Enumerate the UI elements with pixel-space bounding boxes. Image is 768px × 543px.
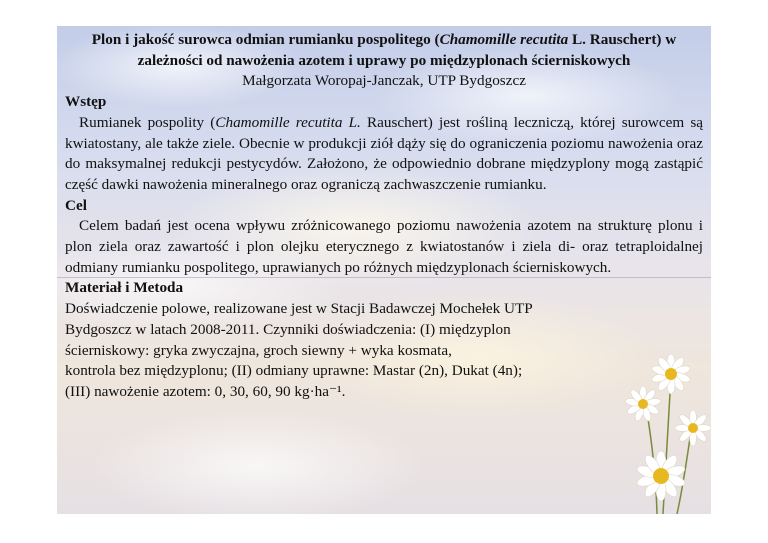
method-line-4: kontrola bez międzyplonu; (II) odmiany uprawne: Mastar (2n), Dukat (4n);	[65, 362, 523, 380]
goal-paragraph: Celem badań jest ocena wpływu zróżnicowanego poziomu nawożenia azotem na strukturę plonu i plon ziela oraz zawartość i plon olejku eterycznego z kwiatostanów i ziela di- oraz tetraploidalnej odmiany rumianku pospolitego, uprawianych po różnych międzyplonach ścierniskowych.	[65, 217, 703, 276]
method-heading: Materiał i Metoda	[65, 279, 184, 297]
intro-paragraph	[65, 113, 703, 196]
slide	[57, 26, 711, 514]
title-species: Chamomille recutita	[439, 31, 569, 48]
author-line: Małgorzata Woropaj-Janczak, UTP Bydgoszcz	[242, 72, 526, 90]
method-line-3: ścierniskowy: gryka zwyczajna, groch siewny + wyka kosmata,	[65, 341, 452, 359]
intro-heading: Wstęp	[65, 93, 107, 111]
title-text-b: L. Rauschert) w zależności od nawożenia azotem i uprawy po międzyplonach ścierniskowych	[137, 31, 677, 69]
slide-content	[65, 30, 703, 403]
method-line-2: Bydgoszcz w latach 2008-2011. Czynniki doświadczenia: (I) międzyplon	[65, 320, 511, 338]
method-line-5: (III) nawożenie azotem: 0, 30, 60, 90 kg·ha⁻¹.	[65, 382, 346, 400]
method-paragraph	[65, 299, 625, 403]
title-text-a: Plon i jakość surowca odmian rumianku pospolitego (	[91, 31, 440, 48]
method-line-1: Doświadczenie polowe, realizowane jest w Stacji Badawczej Mochełek UTP	[65, 300, 533, 318]
intro-text-a: Rumianek pospolity (	[79, 113, 216, 131]
intro-species: Chamomille recutita L.	[215, 113, 361, 131]
slide-title	[65, 30, 703, 71]
intro-text-b: Rauschert) jest rośliną leczniczą, której surowcem są kwiatostany, ale także ziele. Obecnie w produkcji ziół dąży się do ograniczenia poziomu nawożenia oraz do maksymalnej redukcji pestycydów. Założono, że odpowiednio dobrane międzyplony mogą zastąpić część dawki nawożenia mineralnego oraz ograniczą zachwaszczenie rumianku.	[65, 113, 703, 193]
goal-heading: Cel	[65, 196, 87, 214]
